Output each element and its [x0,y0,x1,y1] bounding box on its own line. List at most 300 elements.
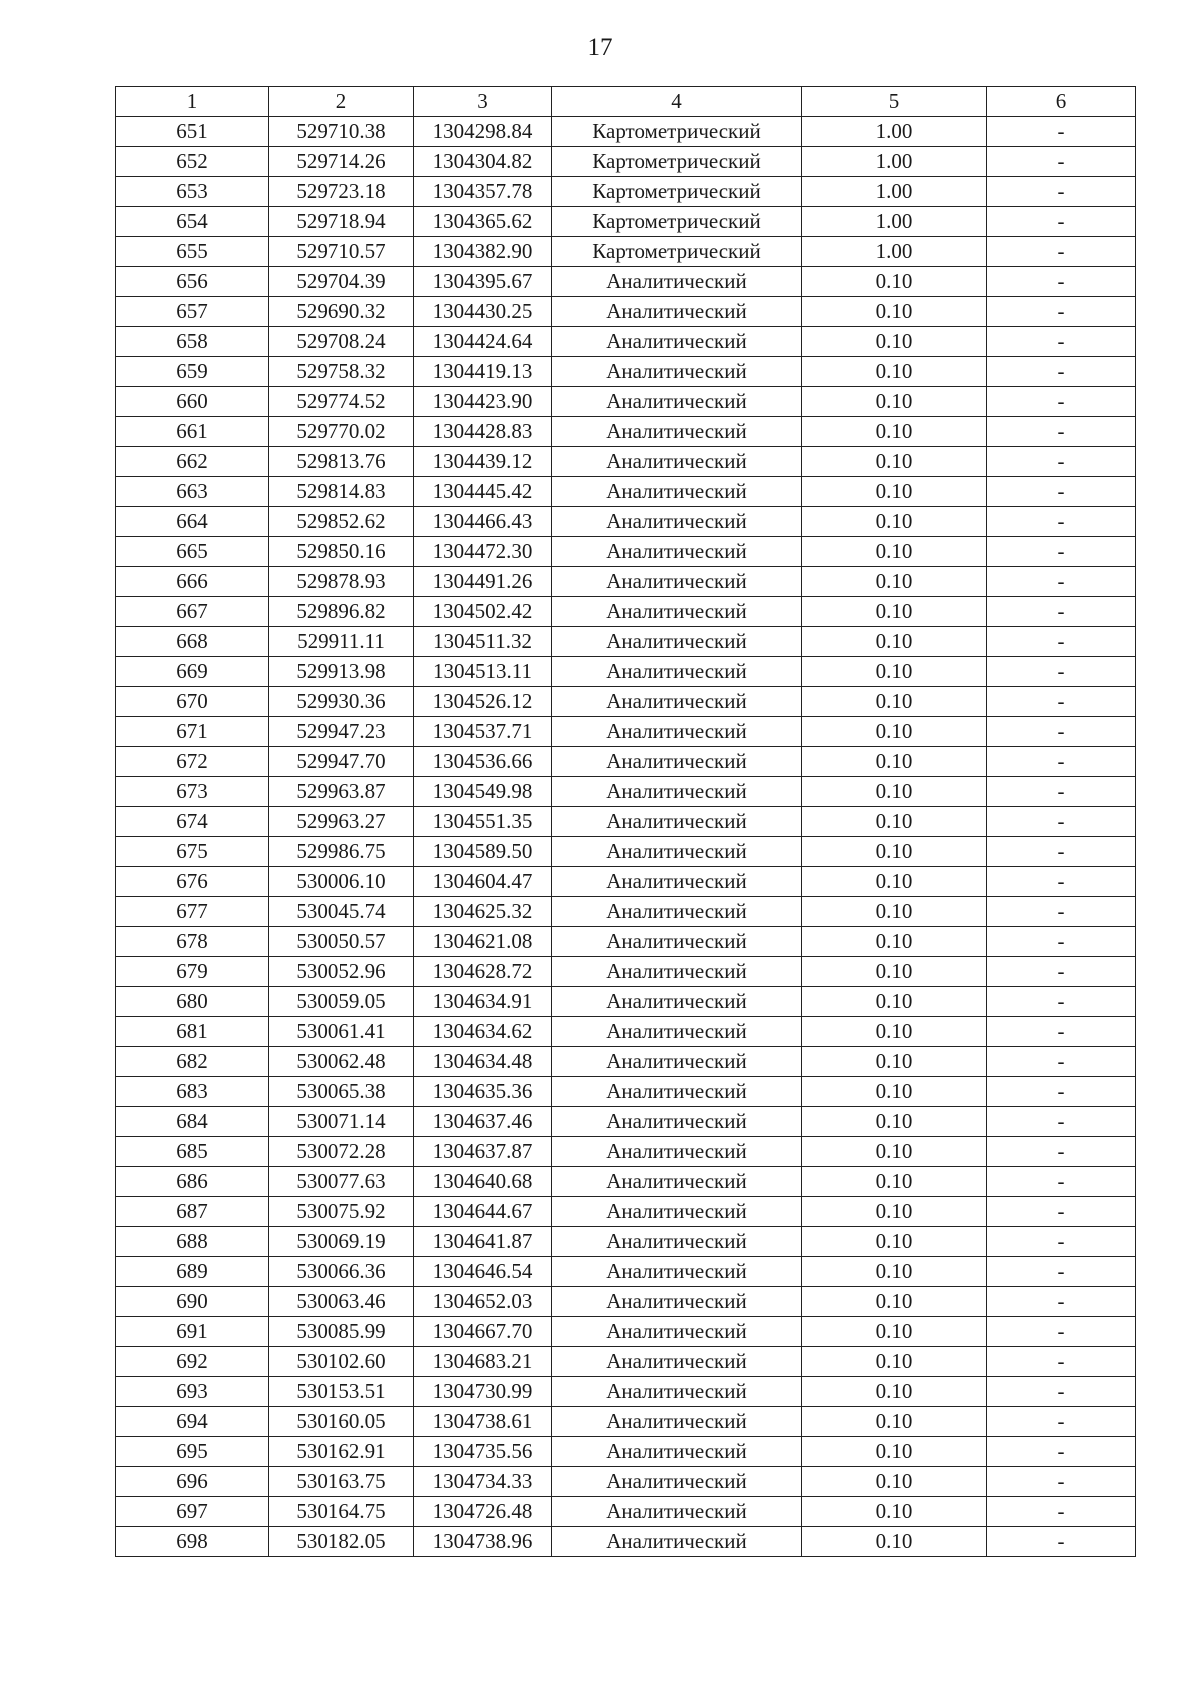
note-cell: - [987,387,1136,417]
method-cell: Картометрический [552,177,802,207]
table-row [116,717,1136,747]
point-number-cell: 668 [116,627,269,657]
x-coordinate-cell: 530163.75 [269,1467,414,1497]
table-row [116,447,1136,477]
note-cell: - [987,537,1136,567]
method-cell: Картометрический [552,147,802,177]
y-coordinate-cell: 1304683.21 [414,1347,552,1377]
table-row [116,1167,1136,1197]
y-coordinate-cell: 1304382.90 [414,237,552,267]
note-cell: - [987,237,1136,267]
y-coordinate-cell: 1304502.42 [414,597,552,627]
note-cell: - [987,1407,1136,1437]
x-coordinate-cell: 530075.92 [269,1197,414,1227]
note-cell: - [987,1047,1136,1077]
x-coordinate-cell: 530066.36 [269,1257,414,1287]
x-coordinate-cell: 529963.87 [269,777,414,807]
method-cell: Аналитический [552,417,802,447]
table-row [116,1317,1136,1347]
x-coordinate-cell: 529690.32 [269,297,414,327]
point-number-cell: 693 [116,1377,269,1407]
note-cell: - [987,1347,1136,1377]
x-coordinate-cell: 530085.99 [269,1317,414,1347]
y-coordinate-cell: 1304667.70 [414,1317,552,1347]
y-coordinate-cell: 1304537.71 [414,717,552,747]
method-cell: Аналитический [552,1167,802,1197]
method-cell: Аналитический [552,807,802,837]
method-cell: Аналитический [552,1257,802,1287]
accuracy-cell: 0.10 [802,1407,987,1437]
method-cell: Аналитический [552,897,802,927]
method-cell: Аналитический [552,837,802,867]
note-cell: - [987,447,1136,477]
point-number-cell: 654 [116,207,269,237]
note-cell: - [987,747,1136,777]
point-number-cell: 692 [116,1347,269,1377]
point-number-cell: 685 [116,1137,269,1167]
table-row [116,267,1136,297]
point-number-cell: 690 [116,1287,269,1317]
point-number-cell: 658 [116,327,269,357]
table-row [116,1137,1136,1167]
accuracy-cell: 0.10 [802,807,987,837]
table-row [116,477,1136,507]
method-cell: Аналитический [552,1407,802,1437]
point-number-cell: 651 [116,117,269,147]
x-coordinate-cell: 530164.75 [269,1497,414,1527]
y-coordinate-cell: 1304298.84 [414,117,552,147]
note-cell: - [987,1497,1136,1527]
accuracy-cell: 0.10 [802,1347,987,1377]
x-coordinate-cell: 529852.62 [269,507,414,537]
y-coordinate-cell: 1304551.35 [414,807,552,837]
table-row [116,1437,1136,1467]
note-cell: - [987,117,1136,147]
x-coordinate-cell: 530071.14 [269,1107,414,1137]
method-cell: Аналитический [552,477,802,507]
table-row [116,1047,1136,1077]
table-row [116,1407,1136,1437]
point-number-cell: 665 [116,537,269,567]
table-row [116,387,1136,417]
accuracy-cell: 0.10 [802,1077,987,1107]
accuracy-cell: 0.10 [802,1047,987,1077]
y-coordinate-cell: 1304734.33 [414,1467,552,1497]
accuracy-cell: 0.10 [802,1497,987,1527]
table-row [116,1377,1136,1407]
table-row [116,1227,1136,1257]
column-header: 2 [269,87,414,117]
method-cell: Аналитический [552,687,802,717]
accuracy-cell: 1.00 [802,147,987,177]
x-coordinate-cell: 530162.91 [269,1437,414,1467]
note-cell: - [987,417,1136,447]
method-cell: Аналитический [552,1047,802,1077]
note-cell: - [987,987,1136,1017]
table-row [116,207,1136,237]
x-coordinate-cell: 530153.51 [269,1377,414,1407]
x-coordinate-cell: 529708.24 [269,327,414,357]
point-number-cell: 697 [116,1497,269,1527]
point-number-cell: 664 [116,507,269,537]
table-row [116,1017,1136,1047]
accuracy-cell: 0.10 [802,627,987,657]
note-cell: - [987,357,1136,387]
x-coordinate-cell: 529710.57 [269,237,414,267]
accuracy-cell: 0.10 [802,567,987,597]
accuracy-cell: 0.10 [802,507,987,537]
x-coordinate-cell: 529714.26 [269,147,414,177]
method-cell: Аналитический [552,327,802,357]
method-cell: Аналитический [552,747,802,777]
y-coordinate-cell: 1304637.46 [414,1107,552,1137]
page-number: 17 [587,34,613,61]
table-row [116,867,1136,897]
table-row [116,957,1136,987]
point-number-cell: 674 [116,807,269,837]
point-number-cell: 673 [116,777,269,807]
accuracy-cell: 0.10 [802,1377,987,1407]
point-number-cell: 662 [116,447,269,477]
table-row [116,237,1136,267]
y-coordinate-cell: 1304526.12 [414,687,552,717]
accuracy-cell: 0.10 [802,717,987,747]
table-row [116,1287,1136,1317]
table-row [116,297,1136,327]
note-cell: - [987,567,1136,597]
note-cell: - [987,1137,1136,1167]
note-cell: - [987,687,1136,717]
note-cell: - [987,837,1136,867]
method-cell: Аналитический [552,1497,802,1527]
point-number-cell: 672 [116,747,269,777]
note-cell: - [987,1257,1136,1287]
accuracy-cell: 0.10 [802,297,987,327]
method-cell: Аналитический [552,657,802,687]
method-cell: Аналитический [552,447,802,477]
table-header [116,87,1136,117]
note-cell: - [987,597,1136,627]
point-number-cell: 683 [116,1077,269,1107]
point-number-cell: 677 [116,897,269,927]
table-row [116,627,1136,657]
x-coordinate-cell: 529710.38 [269,117,414,147]
x-coordinate-cell: 530077.63 [269,1167,414,1197]
point-number-cell: 686 [116,1167,269,1197]
table-row [116,897,1136,927]
y-coordinate-cell: 1304640.68 [414,1167,552,1197]
note-cell: - [987,1167,1136,1197]
note-cell: - [987,627,1136,657]
y-coordinate-cell: 1304738.61 [414,1407,552,1437]
note-cell: - [987,1227,1136,1257]
x-coordinate-cell: 529813.76 [269,447,414,477]
y-coordinate-cell: 1304357.78 [414,177,552,207]
method-cell: Аналитический [552,1437,802,1467]
method-cell: Аналитический [552,867,802,897]
point-number-cell: 676 [116,867,269,897]
point-number-cell: 689 [116,1257,269,1287]
note-cell: - [987,1107,1136,1137]
y-coordinate-cell: 1304634.48 [414,1047,552,1077]
accuracy-cell: 0.10 [802,357,987,387]
accuracy-cell: 1.00 [802,237,987,267]
method-cell: Аналитический [552,1077,802,1107]
table-row [116,147,1136,177]
method-cell: Картометрический [552,237,802,267]
table-row [116,417,1136,447]
accuracy-cell: 0.10 [802,477,987,507]
x-coordinate-cell: 530160.05 [269,1407,414,1437]
point-number-cell: 678 [116,927,269,957]
y-coordinate-cell: 1304589.50 [414,837,552,867]
note-cell: - [987,267,1136,297]
accuracy-cell: 0.10 [802,777,987,807]
column-header: 6 [987,87,1136,117]
y-coordinate-cell: 1304423.90 [414,387,552,417]
point-number-cell: 656 [116,267,269,297]
note-cell: - [987,657,1136,687]
y-coordinate-cell: 1304735.56 [414,1437,552,1467]
accuracy-cell: 0.10 [802,597,987,627]
x-coordinate-cell: 530006.10 [269,867,414,897]
y-coordinate-cell: 1304395.67 [414,267,552,297]
accuracy-cell: 0.10 [802,1257,987,1287]
note-cell: - [987,477,1136,507]
accuracy-cell: 0.10 [802,1107,987,1137]
method-cell: Аналитический [552,627,802,657]
point-number-cell: 666 [116,567,269,597]
method-cell: Аналитический [552,957,802,987]
y-coordinate-cell: 1304646.54 [414,1257,552,1287]
point-number-cell: 694 [116,1407,269,1437]
note-cell: - [987,1377,1136,1407]
y-coordinate-cell: 1304652.03 [414,1287,552,1317]
y-coordinate-cell: 1304738.96 [414,1527,552,1557]
method-cell: Аналитический [552,597,802,627]
table-row [116,927,1136,957]
y-coordinate-cell: 1304730.99 [414,1377,552,1407]
x-coordinate-cell: 530059.05 [269,987,414,1017]
accuracy-cell: 0.10 [802,1167,987,1197]
method-cell: Аналитический [552,297,802,327]
y-coordinate-cell: 1304430.25 [414,297,552,327]
method-cell: Аналитический [552,987,802,1017]
accuracy-cell: 0.10 [802,1467,987,1497]
accuracy-cell: 0.10 [802,867,987,897]
point-number-cell: 687 [116,1197,269,1227]
method-cell: Картометрический [552,117,802,147]
x-coordinate-cell: 529896.82 [269,597,414,627]
point-number-cell: 659 [116,357,269,387]
table-row [116,597,1136,627]
method-cell: Аналитический [552,1467,802,1497]
note-cell: - [987,867,1136,897]
accuracy-cell: 0.10 [802,417,987,447]
point-number-cell: 680 [116,987,269,1017]
point-number-cell: 670 [116,687,269,717]
accuracy-cell: 0.10 [802,267,987,297]
y-coordinate-cell: 1304549.98 [414,777,552,807]
table-row [116,1197,1136,1227]
y-coordinate-cell: 1304365.62 [414,207,552,237]
table-row [116,657,1136,687]
coordinates-table [115,86,1136,1557]
table-row [116,507,1136,537]
y-coordinate-cell: 1304424.64 [414,327,552,357]
note-cell: - [987,1077,1136,1107]
y-coordinate-cell: 1304419.13 [414,357,552,387]
accuracy-cell: 0.10 [802,327,987,357]
x-coordinate-cell: 530063.46 [269,1287,414,1317]
note-cell: - [987,297,1136,327]
point-number-cell: 698 [116,1527,269,1557]
table-row [116,777,1136,807]
x-coordinate-cell: 529878.93 [269,567,414,597]
point-number-cell: 671 [116,717,269,747]
note-cell: - [987,207,1136,237]
table-row [116,537,1136,567]
y-coordinate-cell: 1304621.08 [414,927,552,957]
point-number-cell: 655 [116,237,269,267]
method-cell: Аналитический [552,267,802,297]
y-coordinate-cell: 1304511.32 [414,627,552,657]
method-cell: Аналитический [552,1107,802,1137]
x-coordinate-cell: 530045.74 [269,897,414,927]
x-coordinate-cell: 529986.75 [269,837,414,867]
note-cell: - [987,1317,1136,1347]
column-header: 1 [116,87,269,117]
method-cell: Аналитический [552,717,802,747]
accuracy-cell: 0.10 [802,387,987,417]
y-coordinate-cell: 1304628.72 [414,957,552,987]
accuracy-cell: 0.10 [802,537,987,567]
table-row [116,1077,1136,1107]
note-cell: - [987,957,1136,987]
table-row [116,1467,1136,1497]
x-coordinate-cell: 530182.05 [269,1527,414,1557]
accuracy-cell: 0.10 [802,447,987,477]
table-row [116,567,1136,597]
point-number-cell: 681 [116,1017,269,1047]
accuracy-cell: 1.00 [802,207,987,237]
accuracy-cell: 0.10 [802,657,987,687]
x-coordinate-cell: 529963.27 [269,807,414,837]
y-coordinate-cell: 1304635.36 [414,1077,552,1107]
note-cell: - [987,777,1136,807]
method-cell: Аналитический [552,1527,802,1557]
x-coordinate-cell: 529704.39 [269,267,414,297]
x-coordinate-cell: 530050.57 [269,927,414,957]
method-cell: Аналитический [552,1227,802,1257]
point-number-cell: 675 [116,837,269,867]
x-coordinate-cell: 530072.28 [269,1137,414,1167]
method-cell: Аналитический [552,1197,802,1227]
note-cell: - [987,897,1136,927]
accuracy-cell: 0.10 [802,837,987,867]
x-coordinate-cell: 529718.94 [269,207,414,237]
x-coordinate-cell: 529911.11 [269,627,414,657]
table-row [116,357,1136,387]
method-cell: Аналитический [552,927,802,957]
x-coordinate-cell: 530069.19 [269,1227,414,1257]
y-coordinate-cell: 1304445.42 [414,477,552,507]
y-coordinate-cell: 1304472.30 [414,537,552,567]
point-number-cell: 696 [116,1467,269,1497]
accuracy-cell: 0.10 [802,987,987,1017]
point-number-cell: 691 [116,1317,269,1347]
accuracy-cell: 1.00 [802,117,987,147]
y-coordinate-cell: 1304634.91 [414,987,552,1017]
table-row [116,117,1136,147]
y-coordinate-cell: 1304466.43 [414,507,552,537]
note-cell: - [987,1017,1136,1047]
table-row [116,987,1136,1017]
y-coordinate-cell: 1304304.82 [414,147,552,177]
method-cell: Аналитический [552,1287,802,1317]
y-coordinate-cell: 1304604.47 [414,867,552,897]
method-cell: Аналитический [552,777,802,807]
table-row [116,747,1136,777]
table-row [116,1527,1136,1557]
x-coordinate-cell: 530065.38 [269,1077,414,1107]
x-coordinate-cell: 530052.96 [269,957,414,987]
y-coordinate-cell: 1304513.11 [414,657,552,687]
table-row [116,1257,1136,1287]
note-cell: - [987,1197,1136,1227]
accuracy-cell: 0.10 [802,1197,987,1227]
accuracy-cell: 0.10 [802,957,987,987]
accuracy-cell: 0.10 [802,927,987,957]
x-coordinate-cell: 529758.32 [269,357,414,387]
y-coordinate-cell: 1304634.62 [414,1017,552,1047]
point-number-cell: 667 [116,597,269,627]
accuracy-cell: 0.10 [802,1317,987,1347]
accuracy-cell: 0.10 [802,1287,987,1317]
method-cell: Аналитический [552,1317,802,1347]
point-number-cell: 661 [116,417,269,447]
point-number-cell: 695 [116,1437,269,1467]
method-cell: Аналитический [552,567,802,597]
y-coordinate-cell: 1304726.48 [414,1497,552,1527]
note-cell: - [987,927,1136,957]
x-coordinate-cell: 529770.02 [269,417,414,447]
x-coordinate-cell: 529723.18 [269,177,414,207]
note-cell: - [987,1287,1136,1317]
table-row [116,1347,1136,1377]
method-cell: Аналитический [552,1347,802,1377]
method-cell: Аналитический [552,1377,802,1407]
note-cell: - [987,1467,1136,1497]
table-row [116,327,1136,357]
method-cell: Аналитический [552,1137,802,1167]
point-number-cell: 669 [116,657,269,687]
y-coordinate-cell: 1304491.26 [414,567,552,597]
x-coordinate-cell: 529947.70 [269,747,414,777]
accuracy-cell: 0.10 [802,1437,987,1467]
accuracy-cell: 1.00 [802,177,987,207]
table-row [116,1497,1136,1527]
table-row [116,687,1136,717]
note-cell: - [987,1437,1136,1467]
point-number-cell: 657 [116,297,269,327]
point-number-cell: 679 [116,957,269,987]
accuracy-cell: 0.10 [802,1017,987,1047]
x-coordinate-cell: 530061.41 [269,1017,414,1047]
x-coordinate-cell: 530062.48 [269,1047,414,1077]
x-coordinate-cell: 529850.16 [269,537,414,567]
accuracy-cell: 0.10 [802,1527,987,1557]
